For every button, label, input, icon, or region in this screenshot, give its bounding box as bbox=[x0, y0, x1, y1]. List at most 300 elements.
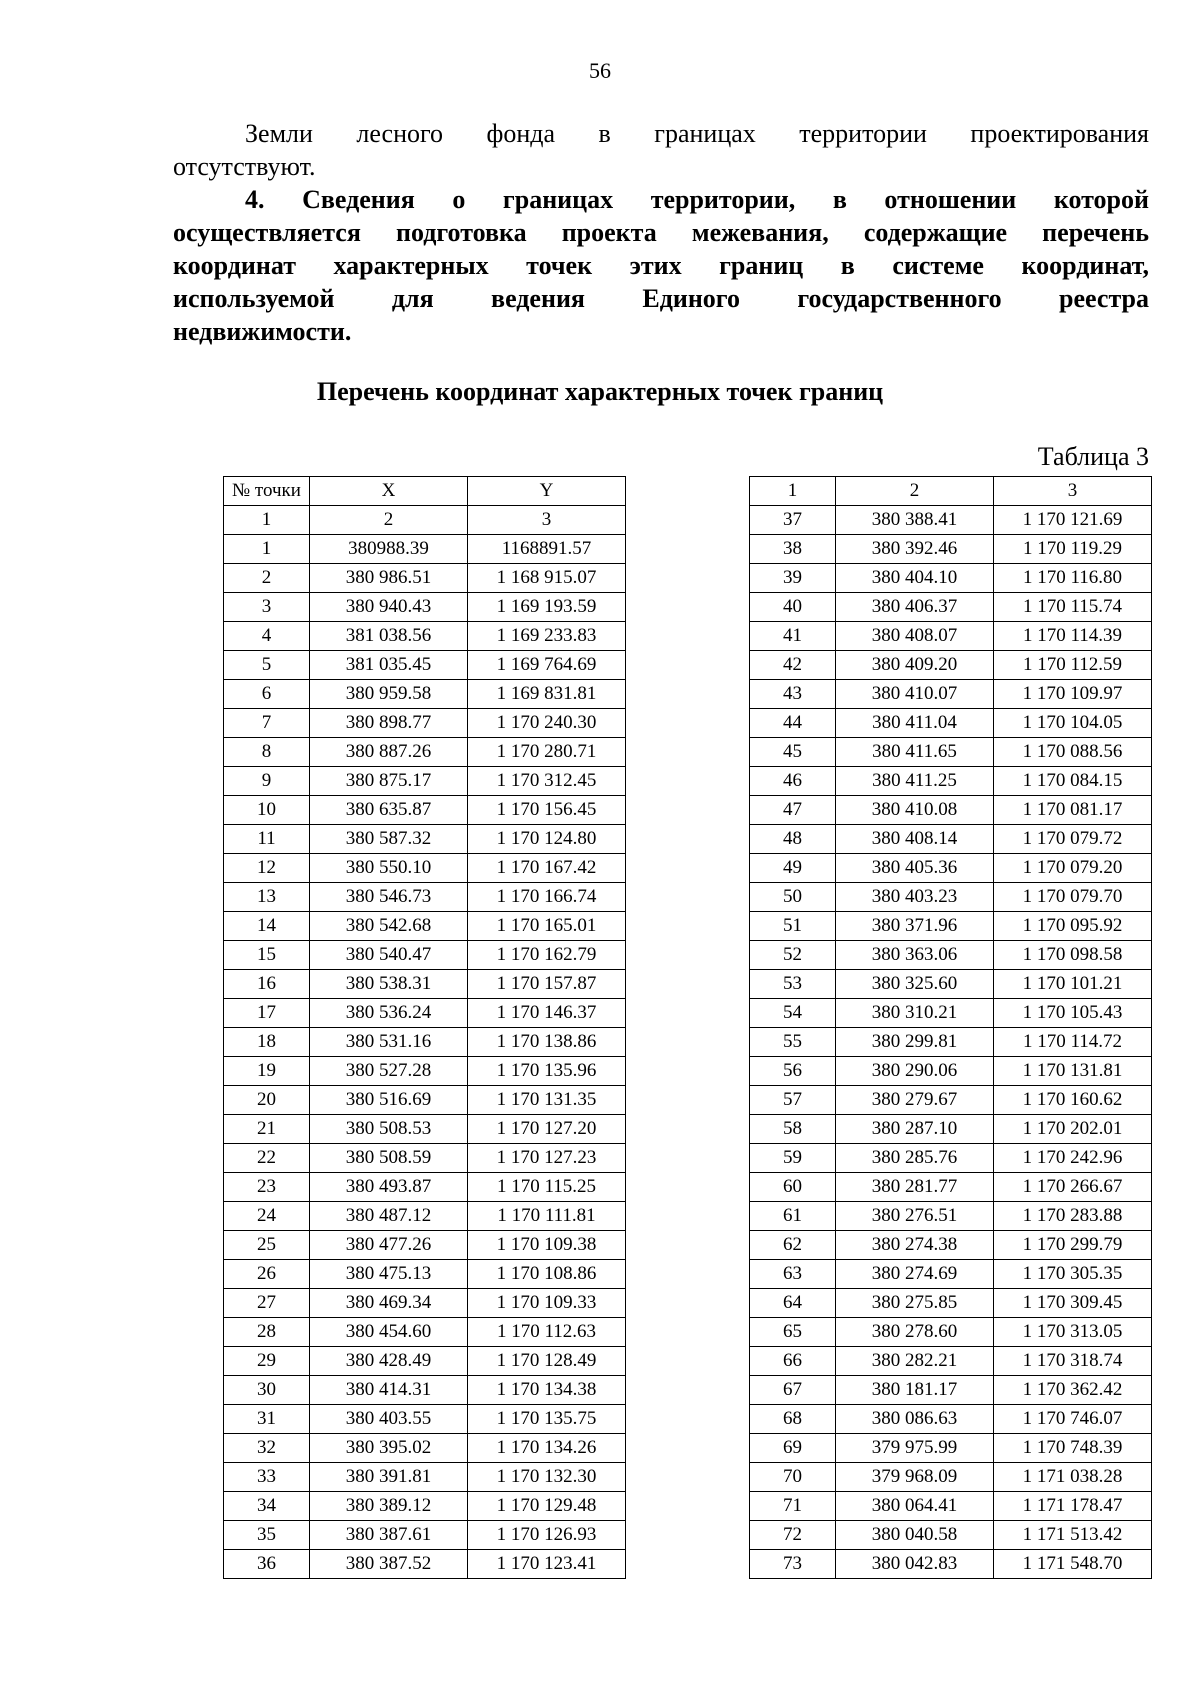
x-coordinate-cell: 380 487.12 bbox=[310, 1202, 468, 1231]
y-coordinate-cell: 1 169 831.81 bbox=[468, 680, 626, 709]
y-coordinate-cell: 1 170 127.20 bbox=[468, 1115, 626, 1144]
x-coordinate-cell: 380 469.34 bbox=[310, 1289, 468, 1318]
table-row bbox=[224, 796, 626, 825]
table-row bbox=[224, 1115, 626, 1144]
y-coordinate-cell: 1 170 101.21 bbox=[994, 970, 1152, 999]
coordinates-table-left bbox=[223, 476, 626, 1579]
table-row bbox=[750, 622, 1152, 651]
table-numbering-row bbox=[224, 506, 626, 535]
table-row bbox=[750, 1405, 1152, 1434]
y-coordinate-cell: 1 171 038.28 bbox=[994, 1463, 1152, 1492]
point-number-cell: 14 bbox=[224, 912, 310, 941]
point-number-cell: 20 bbox=[224, 1086, 310, 1115]
x-coordinate-cell: 380 285.76 bbox=[836, 1144, 994, 1173]
y-coordinate-cell: 1 170 299.79 bbox=[994, 1231, 1152, 1260]
table-row bbox=[224, 738, 626, 767]
table-header-row bbox=[224, 477, 626, 506]
table-row bbox=[750, 535, 1152, 564]
x-coordinate-cell: 380 282.21 bbox=[836, 1347, 994, 1376]
x-coordinate-cell: 380 086.63 bbox=[836, 1405, 994, 1434]
point-number-cell: 29 bbox=[224, 1347, 310, 1376]
table-row bbox=[224, 1405, 626, 1434]
x-coordinate-cell: 380 181.17 bbox=[836, 1376, 994, 1405]
y-coordinate-cell: 1 170 138.86 bbox=[468, 1028, 626, 1057]
table-row bbox=[750, 1144, 1152, 1173]
table-row bbox=[750, 767, 1152, 796]
point-number-cell: 4 bbox=[224, 622, 310, 651]
x-coordinate-cell: 380 475.13 bbox=[310, 1260, 468, 1289]
point-number-cell: 68 bbox=[750, 1405, 836, 1434]
table-row bbox=[224, 854, 626, 883]
page-number: 56 bbox=[589, 58, 611, 83]
table-label: Таблица 3 bbox=[1037, 442, 1149, 471]
table-row bbox=[750, 1086, 1152, 1115]
y-coordinate-cell: 1 170 124.80 bbox=[468, 825, 626, 854]
x-coordinate-cell: 380 477.26 bbox=[310, 1231, 468, 1260]
table-row bbox=[750, 1173, 1152, 1202]
x-coordinate-cell: 380 274.69 bbox=[836, 1260, 994, 1289]
table-row bbox=[750, 941, 1152, 970]
point-number-cell: 73 bbox=[750, 1550, 836, 1579]
y-coordinate-cell: 1 171 513.42 bbox=[994, 1521, 1152, 1550]
table-row bbox=[750, 1463, 1152, 1492]
table-header-cell: X bbox=[310, 477, 468, 506]
table-row bbox=[750, 1521, 1152, 1550]
x-coordinate-cell: 380 287.10 bbox=[836, 1115, 994, 1144]
x-coordinate-cell: 379 968.09 bbox=[836, 1463, 994, 1492]
column-number-cell: 2 bbox=[310, 506, 468, 535]
table-row bbox=[224, 825, 626, 854]
x-coordinate-cell: 380 389.12 bbox=[310, 1492, 468, 1521]
y-coordinate-cell: 1 170 242.96 bbox=[994, 1144, 1152, 1173]
x-coordinate-cell: 380 542.68 bbox=[310, 912, 468, 941]
table-row bbox=[224, 1376, 626, 1405]
point-number-cell: 45 bbox=[750, 738, 836, 767]
x-coordinate-cell: 380 898.77 bbox=[310, 709, 468, 738]
x-coordinate-cell: 380 493.87 bbox=[310, 1173, 468, 1202]
y-coordinate-cell: 1 170 202.01 bbox=[994, 1115, 1152, 1144]
x-coordinate-cell: 380 875.17 bbox=[310, 767, 468, 796]
table-row bbox=[750, 1492, 1152, 1521]
point-number-cell: 28 bbox=[224, 1318, 310, 1347]
x-coordinate-cell: 380 281.77 bbox=[836, 1173, 994, 1202]
coordinates-list-title: Перечень координат характерных точек границ bbox=[316, 377, 884, 406]
table-row bbox=[750, 680, 1152, 709]
y-coordinate-cell: 1 170 166.74 bbox=[468, 883, 626, 912]
table-row bbox=[224, 593, 626, 622]
table-numbering-row bbox=[750, 477, 1152, 506]
point-number-cell: 39 bbox=[750, 564, 836, 593]
x-coordinate-cell: 380 986.51 bbox=[310, 564, 468, 593]
y-coordinate-cell: 1 171 548.70 bbox=[994, 1550, 1152, 1579]
table-row bbox=[750, 883, 1152, 912]
point-number-cell: 5 bbox=[224, 651, 310, 680]
x-coordinate-cell: 380 546.73 bbox=[310, 883, 468, 912]
column-number-cell: 1 bbox=[750, 477, 836, 506]
y-coordinate-cell: 1 170 109.97 bbox=[994, 680, 1152, 709]
point-number-cell: 56 bbox=[750, 1057, 836, 1086]
table-row bbox=[750, 999, 1152, 1028]
table-row bbox=[224, 1057, 626, 1086]
x-coordinate-cell: 380 408.07 bbox=[836, 622, 994, 651]
point-number-cell: 9 bbox=[224, 767, 310, 796]
x-coordinate-cell: 380 508.53 bbox=[310, 1115, 468, 1144]
y-coordinate-cell: 1 170 167.42 bbox=[468, 854, 626, 883]
point-number-cell: 7 bbox=[224, 709, 310, 738]
x-coordinate-cell: 380 508.59 bbox=[310, 1144, 468, 1173]
table-row bbox=[224, 912, 626, 941]
point-number-cell: 49 bbox=[750, 854, 836, 883]
y-coordinate-cell: 1 171 178.47 bbox=[994, 1492, 1152, 1521]
point-number-cell: 18 bbox=[224, 1028, 310, 1057]
y-coordinate-cell: 1 170 132.30 bbox=[468, 1463, 626, 1492]
table-row bbox=[224, 651, 626, 680]
point-number-cell: 53 bbox=[750, 970, 836, 999]
y-coordinate-cell: 1 170 104.05 bbox=[994, 709, 1152, 738]
table-row bbox=[224, 1550, 626, 1579]
table-row bbox=[224, 1463, 626, 1492]
x-coordinate-cell: 380 395.02 bbox=[310, 1434, 468, 1463]
y-coordinate-cell: 1 170 079.20 bbox=[994, 854, 1152, 883]
x-coordinate-cell: 380 276.51 bbox=[836, 1202, 994, 1231]
x-coordinate-cell: 380 411.65 bbox=[836, 738, 994, 767]
table-row bbox=[224, 1289, 626, 1318]
y-coordinate-cell: 1 170 123.41 bbox=[468, 1550, 626, 1579]
y-coordinate-cell: 1 170 095.92 bbox=[994, 912, 1152, 941]
point-number-cell: 58 bbox=[750, 1115, 836, 1144]
x-coordinate-cell: 380 064.41 bbox=[836, 1492, 994, 1521]
point-number-cell: 42 bbox=[750, 651, 836, 680]
point-number-cell: 33 bbox=[224, 1463, 310, 1492]
section-line: координат характерных точек этих границ в системе координат, bbox=[173, 251, 1149, 280]
x-coordinate-cell: 380 410.07 bbox=[836, 680, 994, 709]
table-row bbox=[750, 912, 1152, 941]
y-coordinate-cell: 1 170 105.43 bbox=[994, 999, 1152, 1028]
y-coordinate-cell: 1 170 134.38 bbox=[468, 1376, 626, 1405]
point-number-cell: 55 bbox=[750, 1028, 836, 1057]
y-coordinate-cell: 1 168 915.07 bbox=[468, 564, 626, 593]
table-row bbox=[750, 738, 1152, 767]
table-row bbox=[750, 1202, 1152, 1231]
point-number-cell: 70 bbox=[750, 1463, 836, 1492]
table-row bbox=[224, 1318, 626, 1347]
point-number-cell: 60 bbox=[750, 1173, 836, 1202]
table-row bbox=[750, 1376, 1152, 1405]
y-coordinate-cell: 1 170 115.74 bbox=[994, 593, 1152, 622]
table-row bbox=[224, 970, 626, 999]
table-row bbox=[750, 1115, 1152, 1144]
forest-land-paragraph bbox=[173, 117, 1149, 183]
x-coordinate-cell: 379 975.99 bbox=[836, 1434, 994, 1463]
x-coordinate-cell: 380 325.60 bbox=[836, 970, 994, 999]
point-number-cell: 25 bbox=[224, 1231, 310, 1260]
point-number-cell: 46 bbox=[750, 767, 836, 796]
point-number-cell: 15 bbox=[224, 941, 310, 970]
point-number-cell: 13 bbox=[224, 883, 310, 912]
y-coordinate-cell: 1 170 121.69 bbox=[994, 506, 1152, 535]
y-coordinate-cell: 1 170 135.96 bbox=[468, 1057, 626, 1086]
x-coordinate-cell: 380 363.06 bbox=[836, 941, 994, 970]
y-coordinate-cell: 1 170 111.81 bbox=[468, 1202, 626, 1231]
x-coordinate-cell: 380 409.20 bbox=[836, 651, 994, 680]
table-row bbox=[750, 1550, 1152, 1579]
table-row bbox=[224, 680, 626, 709]
point-number-cell: 38 bbox=[750, 535, 836, 564]
x-coordinate-cell: 380 408.14 bbox=[836, 825, 994, 854]
point-number-cell: 50 bbox=[750, 883, 836, 912]
point-number-cell: 71 bbox=[750, 1492, 836, 1521]
table-row bbox=[224, 1521, 626, 1550]
point-number-cell: 64 bbox=[750, 1289, 836, 1318]
y-coordinate-cell: 1 170 126.93 bbox=[468, 1521, 626, 1550]
table-row bbox=[224, 1492, 626, 1521]
y-coordinate-cell: 1 170 084.15 bbox=[994, 767, 1152, 796]
x-coordinate-cell: 381 038.56 bbox=[310, 622, 468, 651]
y-coordinate-cell: 1 169 193.59 bbox=[468, 593, 626, 622]
point-number-cell: 24 bbox=[224, 1202, 310, 1231]
y-coordinate-cell: 1 170 081.17 bbox=[994, 796, 1152, 825]
table-row bbox=[750, 1231, 1152, 1260]
paragraph-line: отсутствуют. bbox=[173, 152, 316, 181]
table-row bbox=[224, 1144, 626, 1173]
table-row bbox=[750, 1028, 1152, 1057]
column-number-cell: 3 bbox=[994, 477, 1152, 506]
point-number-cell: 23 bbox=[224, 1173, 310, 1202]
point-number-cell: 54 bbox=[750, 999, 836, 1028]
y-coordinate-cell: 1 170 156.45 bbox=[468, 796, 626, 825]
table-row bbox=[750, 1347, 1152, 1376]
x-coordinate-cell: 380 587.32 bbox=[310, 825, 468, 854]
y-coordinate-cell: 1 170 318.74 bbox=[994, 1347, 1152, 1376]
y-coordinate-cell: 1 170 114.72 bbox=[994, 1028, 1152, 1057]
y-coordinate-cell: 1 170 746.07 bbox=[994, 1405, 1152, 1434]
point-number-cell: 17 bbox=[224, 999, 310, 1028]
x-coordinate-cell: 380 275.85 bbox=[836, 1289, 994, 1318]
x-coordinate-cell: 380 299.81 bbox=[836, 1028, 994, 1057]
table-row bbox=[750, 1318, 1152, 1347]
point-number-cell: 3 bbox=[224, 593, 310, 622]
y-coordinate-cell: 1168891.57 bbox=[468, 535, 626, 564]
x-coordinate-cell: 380 454.60 bbox=[310, 1318, 468, 1347]
x-coordinate-cell: 380988.39 bbox=[310, 535, 468, 564]
point-number-cell: 1 bbox=[224, 535, 310, 564]
y-coordinate-cell: 1 170 146.37 bbox=[468, 999, 626, 1028]
table-row bbox=[224, 767, 626, 796]
section-line: осуществляется подготовка проекта межевания, содержащие перечень bbox=[173, 218, 1149, 247]
x-coordinate-cell: 380 388.41 bbox=[836, 506, 994, 535]
point-number-cell: 30 bbox=[224, 1376, 310, 1405]
x-coordinate-cell: 380 540.47 bbox=[310, 941, 468, 970]
point-number-cell: 65 bbox=[750, 1318, 836, 1347]
table-row bbox=[224, 622, 626, 651]
x-coordinate-cell: 380 274.38 bbox=[836, 1231, 994, 1260]
table-row bbox=[224, 999, 626, 1028]
x-coordinate-cell: 380 635.87 bbox=[310, 796, 468, 825]
y-coordinate-cell: 1 170 115.25 bbox=[468, 1173, 626, 1202]
point-number-cell: 37 bbox=[750, 506, 836, 535]
table-row bbox=[224, 564, 626, 593]
point-number-cell: 72 bbox=[750, 1521, 836, 1550]
y-coordinate-cell: 1 170 079.72 bbox=[994, 825, 1152, 854]
point-number-cell: 57 bbox=[750, 1086, 836, 1115]
column-number-cell: 3 bbox=[468, 506, 626, 535]
x-coordinate-cell: 380 406.37 bbox=[836, 593, 994, 622]
x-coordinate-cell: 380 959.58 bbox=[310, 680, 468, 709]
table-row bbox=[224, 1202, 626, 1231]
table-row bbox=[750, 970, 1152, 999]
x-coordinate-cell: 381 035.45 bbox=[310, 651, 468, 680]
table-row bbox=[750, 1260, 1152, 1289]
y-coordinate-cell: 1 170 127.23 bbox=[468, 1144, 626, 1173]
section-line: используемой для ведения Единого государственного реестра bbox=[173, 284, 1149, 313]
point-number-cell: 22 bbox=[224, 1144, 310, 1173]
x-coordinate-cell: 380 387.52 bbox=[310, 1550, 468, 1579]
x-coordinate-cell: 380 536.24 bbox=[310, 999, 468, 1028]
table-row bbox=[224, 535, 626, 564]
x-coordinate-cell: 380 310.21 bbox=[836, 999, 994, 1028]
y-coordinate-cell: 1 170 112.63 bbox=[468, 1318, 626, 1347]
y-coordinate-cell: 1 170 134.26 bbox=[468, 1434, 626, 1463]
x-coordinate-cell: 380 279.67 bbox=[836, 1086, 994, 1115]
point-number-cell: 47 bbox=[750, 796, 836, 825]
y-coordinate-cell: 1 170 240.30 bbox=[468, 709, 626, 738]
x-coordinate-cell: 380 391.81 bbox=[310, 1463, 468, 1492]
y-coordinate-cell: 1 170 116.80 bbox=[994, 564, 1152, 593]
table-header-cell: Y bbox=[468, 477, 626, 506]
point-number-cell: 35 bbox=[224, 1521, 310, 1550]
table-row bbox=[224, 883, 626, 912]
table-row bbox=[224, 1086, 626, 1115]
table-row bbox=[224, 709, 626, 738]
point-number-cell: 11 bbox=[224, 825, 310, 854]
point-number-cell: 66 bbox=[750, 1347, 836, 1376]
point-number-cell: 10 bbox=[224, 796, 310, 825]
point-number-cell: 12 bbox=[224, 854, 310, 883]
y-coordinate-cell: 1 169 233.83 bbox=[468, 622, 626, 651]
y-coordinate-cell: 1 170 305.35 bbox=[994, 1260, 1152, 1289]
x-coordinate-cell: 380 403.55 bbox=[310, 1405, 468, 1434]
point-number-cell: 16 bbox=[224, 970, 310, 999]
table-row bbox=[750, 1434, 1152, 1463]
x-coordinate-cell: 380 290.06 bbox=[836, 1057, 994, 1086]
point-number-cell: 67 bbox=[750, 1376, 836, 1405]
coordinates-table-right bbox=[749, 476, 1152, 1579]
column-number-cell: 2 bbox=[836, 477, 994, 506]
table-header-cell: № точки bbox=[224, 477, 310, 506]
y-coordinate-cell: 1 170 098.58 bbox=[994, 941, 1152, 970]
point-number-cell: 6 bbox=[224, 680, 310, 709]
y-coordinate-cell: 1 170 108.86 bbox=[468, 1260, 626, 1289]
point-number-cell: 26 bbox=[224, 1260, 310, 1289]
table-row bbox=[224, 1434, 626, 1463]
table-row bbox=[750, 1289, 1152, 1318]
table-row bbox=[224, 941, 626, 970]
point-number-cell: 69 bbox=[750, 1434, 836, 1463]
y-coordinate-cell: 1 170 362.42 bbox=[994, 1376, 1152, 1405]
point-number-cell: 8 bbox=[224, 738, 310, 767]
y-coordinate-cell: 1 170 309.45 bbox=[994, 1289, 1152, 1318]
x-coordinate-cell: 380 550.10 bbox=[310, 854, 468, 883]
y-coordinate-cell: 1 170 266.67 bbox=[994, 1173, 1152, 1202]
x-coordinate-cell: 380 042.83 bbox=[836, 1550, 994, 1579]
point-number-cell: 43 bbox=[750, 680, 836, 709]
point-number-cell: 27 bbox=[224, 1289, 310, 1318]
x-coordinate-cell: 380 516.69 bbox=[310, 1086, 468, 1115]
table-row bbox=[750, 796, 1152, 825]
x-coordinate-cell: 380 371.96 bbox=[836, 912, 994, 941]
section-line: недвижимости. bbox=[173, 317, 352, 346]
x-coordinate-cell: 380 887.26 bbox=[310, 738, 468, 767]
point-number-cell: 40 bbox=[750, 593, 836, 622]
point-number-cell: 19 bbox=[224, 1057, 310, 1086]
column-number-cell: 1 bbox=[224, 506, 310, 535]
y-coordinate-cell: 1 170 112.59 bbox=[994, 651, 1152, 680]
y-coordinate-cell: 1 170 313.05 bbox=[994, 1318, 1152, 1347]
x-coordinate-cell: 380 531.16 bbox=[310, 1028, 468, 1057]
table-row bbox=[750, 506, 1152, 535]
y-coordinate-cell: 1 170 160.62 bbox=[994, 1086, 1152, 1115]
x-coordinate-cell: 380 403.23 bbox=[836, 883, 994, 912]
point-number-cell: 32 bbox=[224, 1434, 310, 1463]
point-number-cell: 61 bbox=[750, 1202, 836, 1231]
x-coordinate-cell: 380 392.46 bbox=[836, 535, 994, 564]
y-coordinate-cell: 1 170 079.70 bbox=[994, 883, 1152, 912]
y-coordinate-cell: 1 170 114.39 bbox=[994, 622, 1152, 651]
point-number-cell: 31 bbox=[224, 1405, 310, 1434]
point-number-cell: 21 bbox=[224, 1115, 310, 1144]
y-coordinate-cell: 1 170 109.38 bbox=[468, 1231, 626, 1260]
y-coordinate-cell: 1 170 157.87 bbox=[468, 970, 626, 999]
y-coordinate-cell: 1 170 312.45 bbox=[468, 767, 626, 796]
x-coordinate-cell: 380 387.61 bbox=[310, 1521, 468, 1550]
point-number-cell: 44 bbox=[750, 709, 836, 738]
point-number-cell: 52 bbox=[750, 941, 836, 970]
y-coordinate-cell: 1 169 764.69 bbox=[468, 651, 626, 680]
table-row bbox=[224, 1260, 626, 1289]
x-coordinate-cell: 380 414.31 bbox=[310, 1376, 468, 1405]
y-coordinate-cell: 1 170 283.88 bbox=[994, 1202, 1152, 1231]
table-row bbox=[224, 1173, 626, 1202]
x-coordinate-cell: 380 404.10 bbox=[836, 564, 994, 593]
point-number-cell: 41 bbox=[750, 622, 836, 651]
x-coordinate-cell: 380 527.28 bbox=[310, 1057, 468, 1086]
x-coordinate-cell: 380 428.49 bbox=[310, 1347, 468, 1376]
y-coordinate-cell: 1 170 135.75 bbox=[468, 1405, 626, 1434]
x-coordinate-cell: 380 940.43 bbox=[310, 593, 468, 622]
y-coordinate-cell: 1 170 119.29 bbox=[994, 535, 1152, 564]
table-row bbox=[750, 709, 1152, 738]
table-row bbox=[750, 651, 1152, 680]
point-number-cell: 63 bbox=[750, 1260, 836, 1289]
section-line: 4. Сведения о границах территории, в отношении которой bbox=[245, 185, 1149, 214]
point-number-cell: 51 bbox=[750, 912, 836, 941]
y-coordinate-cell: 1 170 280.71 bbox=[468, 738, 626, 767]
y-coordinate-cell: 1 170 131.35 bbox=[468, 1086, 626, 1115]
point-number-cell: 36 bbox=[224, 1550, 310, 1579]
x-coordinate-cell: 380 411.25 bbox=[836, 767, 994, 796]
point-number-cell: 48 bbox=[750, 825, 836, 854]
y-coordinate-cell: 1 170 109.33 bbox=[468, 1289, 626, 1318]
x-coordinate-cell: 380 410.08 bbox=[836, 796, 994, 825]
x-coordinate-cell: 380 278.60 bbox=[836, 1318, 994, 1347]
y-coordinate-cell: 1 170 131.81 bbox=[994, 1057, 1152, 1086]
table-row bbox=[224, 1028, 626, 1057]
y-coordinate-cell: 1 170 128.49 bbox=[468, 1347, 626, 1376]
table-row bbox=[224, 1347, 626, 1376]
y-coordinate-cell: 1 170 129.48 bbox=[468, 1492, 626, 1521]
x-coordinate-cell: 380 405.36 bbox=[836, 854, 994, 883]
x-coordinate-cell: 380 040.58 bbox=[836, 1521, 994, 1550]
